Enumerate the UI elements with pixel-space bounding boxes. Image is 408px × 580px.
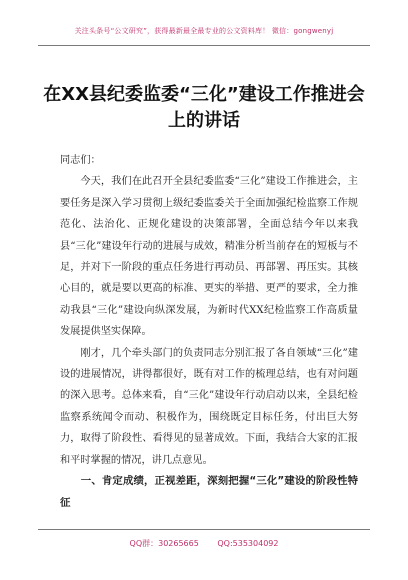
salutation: 同志们： bbox=[60, 155, 101, 166]
footer-qq-group: QQ群：30265665 bbox=[129, 539, 199, 548]
section-heading: 一、肯定成绩，正视差距，深刻把握“三化”建设的阶段性特征 bbox=[60, 475, 358, 509]
paragraph-1: 今天，我们在此召开全县纪委监委“三化”建设工作推进会，主要任务是深入学习贯彻上级纪委监委关于全面加强纪检监察工作规范化、法治化、正规化建设的决策部署，全面总结今年以来我县“三化”建设年行动的进展与成效，精准分析当前存在的短板与不足，并对下一阶段的重点任务进行再动员、再部署、再压实。其核心目的，就是要以更高的标准、更实的举措、更严的要求，全力推动我县“三化”建设向纵深发展，为新时代XX纪检监察工作高质量发展提供坚实保障。 bbox=[60, 176, 358, 338]
paragraph-2: 刚才，几个牵头部门的负责同志分别汇报了各自领域“三化”建设的进展情况，讲得都很好，既有对工作的梳理总结，也有对问题的深入思考。总体来看，自“三化”建设年行动启动以来，全县纪检监察系统闻令而动、积极作为，围绕既定目标任务，付出巨大努力，取得了阶段性、看得见的显著成效。下面，我结合大家的汇报和平时掌握的情况，讲几点意见。 bbox=[60, 347, 358, 466]
top-banner: 关注头条号“公文研究”，获得最新最全最专业的公文资料库！ 微信：gongwenyj bbox=[74, 27, 334, 35]
footer-qq: QQ:535304092 bbox=[217, 539, 279, 548]
document-title: 在XX县纪委监委“三化”建设工作推进会上的讲话 bbox=[43, 84, 365, 131]
footer-rule bbox=[38, 529, 370, 530]
header-rule bbox=[38, 45, 370, 46]
footer bbox=[0, 538, 408, 549]
document-body bbox=[60, 150, 358, 514]
